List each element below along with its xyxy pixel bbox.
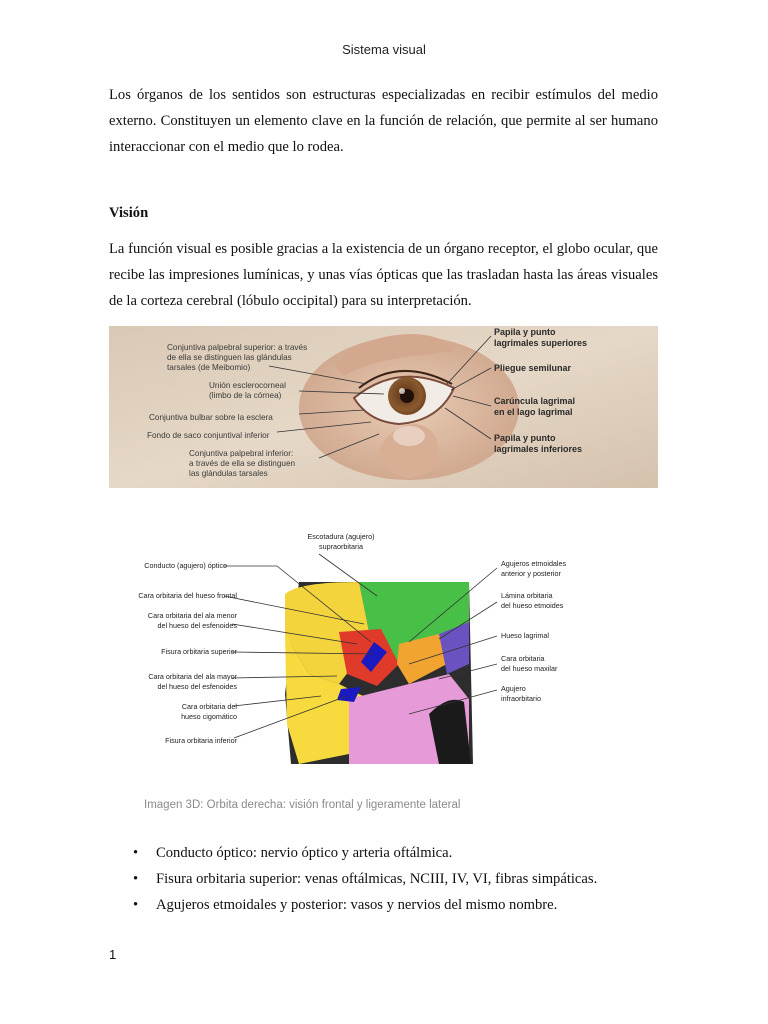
orbit-label: Cara orbitaria [501, 654, 545, 663]
orbit-label: del hueso del esfenoides [157, 682, 237, 691]
eye-label: Carúncula lagrimal [494, 396, 576, 406]
vision-paragraph: La función visual es posible gracias a la existencia de un órgano receptor, el globo ocular, que recibe las impresiones lumínicas, y unas vías ópticas que las trasladan hasta las áreas visuales de la corteza cerebral (lóbulo occipital) para su interpretación. [109, 241, 658, 309]
eye-label: Conjuntiva palpebral inferior: [189, 449, 294, 458]
orbit-label: Agujeros etmoidales [501, 559, 567, 568]
bullet-symbol: • [133, 897, 139, 913]
eye-label: las glándulas tarsales [189, 469, 268, 478]
eye-label: tarsales (de Meibomio) [167, 363, 251, 372]
list-item: • Conducto óptico: nervio óptico y arteria oftálmica. [109, 840, 669, 866]
eye-label: Unión esclerocorneal [209, 381, 286, 390]
orbit-label: Cara orbitaria del hueso frontal [138, 591, 237, 600]
list-item: • Fisura orbitaria superior: venas oftálmicas, NCIII, IV, VI, fibras simpáticas. [109, 866, 669, 892]
page-number: 1 [109, 947, 117, 962]
eye-label: Conjuntiva palpebral superior: a través [167, 343, 308, 352]
orbit-label: Lámina orbitaria [501, 591, 553, 600]
orbit-label: Cara orbitaria del ala mayor [148, 672, 237, 681]
orbit-label: Fisura orbitaria superior [161, 647, 237, 656]
orbit-label: Cara orbitaria del [181, 702, 237, 711]
eye-label: de ella se distinguen las glándulas [167, 353, 292, 362]
eye-label: en el lago lagrimal [494, 407, 573, 417]
eye-label: Papila y punto [494, 433, 556, 443]
orbit-label: hueso cigomático [181, 712, 237, 721]
orbit-label: infraorbitario [501, 694, 541, 703]
list-item: • Agujeros etmoidales y posterior: vasos y nervios del mismo nombre. [109, 892, 669, 918]
orbit-anatomy-figure [109, 524, 658, 769]
eye-label: Pliegue semilunar [494, 363, 572, 373]
orbit-label: Escotadura (agujero) [307, 532, 375, 541]
eye-label: lagrimales inferiores [494, 444, 583, 454]
bullet-symbol: • [133, 871, 139, 887]
eye-label: a través de ella se distinguen [189, 459, 296, 468]
bullet-symbol: • [133, 845, 139, 861]
figure-caption: Imagen 3D: Orbita derecha: visión frontal y ligeramente lateral [144, 799, 461, 811]
eye-anatomy-figure [109, 326, 658, 488]
page-header: Sistema visual [342, 42, 426, 57]
orbit-label: Agujero [501, 684, 526, 693]
fingernail [393, 426, 425, 446]
orbit-label: Hueso lagrimal [501, 631, 549, 640]
orbit-label: Fisura orbitaria inferior [165, 736, 237, 745]
orbit-label: Conducto (agujero) óptico [144, 561, 227, 570]
orbit-label: supraorbitaria [319, 542, 363, 551]
orbit-label: del hueso maxilar [501, 664, 558, 673]
orbit-label: anterior y posterior [501, 569, 561, 578]
intro-paragraph: Los órganos de los sentidos son estructuras especializadas en recibir estímulos del medio externo. Constituyen un elemento clave en la función de relación, que permite al ser humano interaccionar con el medio que lo rodea. [109, 87, 658, 155]
eye-label: Fondo de saco conjuntival inferior [147, 431, 270, 440]
section-heading: Visión [109, 205, 149, 221]
orbit-label: del hueso etmoides [501, 601, 564, 610]
bullet-list [109, 840, 669, 918]
orbit-label: Cara orbitaria del ala menor [147, 611, 237, 620]
eye-label: (limbo de la córnea) [209, 391, 282, 400]
eye-label: Conjuntiva bulbar sobre la esclera [149, 413, 273, 422]
orbit-label: del hueso del esfenoides [157, 621, 237, 630]
eye-label: lagrimales superiores [494, 338, 588, 348]
eye-label: Papila y punto [494, 327, 556, 337]
